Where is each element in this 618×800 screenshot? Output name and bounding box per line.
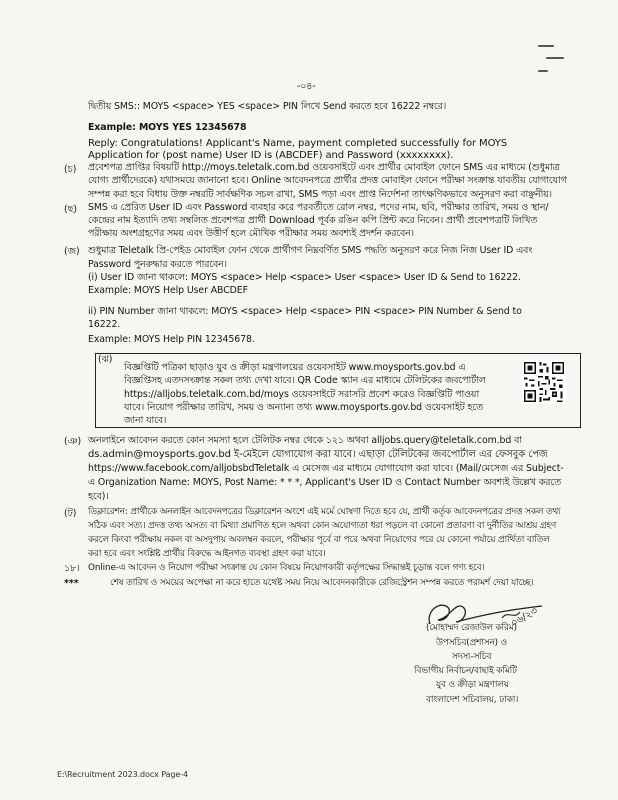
item-marker: (ঝ) <box>98 354 113 365</box>
item-marker: ১৮। <box>64 563 80 574</box>
page-number: -০৪- <box>297 81 316 92</box>
item-ch-line: SMS এ প্রেরিত User ID এবং Password ব্যবহার করে পরবর্তীতে রোল নম্বর, পদের নাম, ছবি, পরীক্ষার তারিখ, সময় ও স্থান/ <box>88 202 549 213</box>
item-t-line: করলে কিংবা পরীক্ষায় নকল বা অসদুপায় অবলম্বন করলে, পরীক্ষার পূর্বে বা পরে অথবা নিয়োগের পরে যে কোনো পর্যায়ে প্রার্থিতা বাতিল <box>88 535 550 545</box>
item-marker: (চ) <box>64 164 77 175</box>
item-j-sub2-cont: 16222. <box>88 319 121 330</box>
item-j-sub1-example: Example: MOYS Help User ABCDEF <box>88 285 248 296</box>
qr-code[interactable] <box>522 360 566 404</box>
item-j-sub2: ii) PIN Number জানা থাকলে: MOYS <space> Help <space> PIN <space> PIN Number & Send to <box>88 306 522 317</box>
item-j-sub1: (i) User ID জানা থাকলে: MOYS <space> Help <space> User <space> User ID & Send to 16222. <box>88 272 521 283</box>
sms2-line: দ্বিতীয় SMS:: MOYS <space> YES <space> PIN লিখে Send করতে হবে 16222 নম্বরে। <box>88 101 447 112</box>
corner-mark <box>546 57 564 59</box>
item-n-line: https://www.facebook.com/alljobsbdTeletalk এ মেসেজ এর মাধ্যমে যোগাযোগ করা যাবে। (Mail/মেসেজ এর Subject- <box>88 463 564 474</box>
item-ch-line: পরীক্ষায় অংশগ্রহণের সময় এবং উত্তীর্ণ হলে মৌখিক পরীক্ষার সময় অবশ্যই প্রদর্শন করবেন। <box>88 228 414 239</box>
item-marker: (ঞ) <box>64 436 82 447</box>
corner-mark <box>538 70 548 72</box>
item-n-line: এ Organization Name: MOYS, Post Name: * * *, Applicant's User ID ও Contact Number অবশ্যই উল্লেখ করতে <box>88 477 562 488</box>
sms2-reply-line2: Application for (post name) User ID is (ABCDEF) and Password (xxxxxxxx). <box>88 150 454 161</box>
item-jh-line: জানা যাবে। <box>124 415 167 426</box>
sms2-example: Example: MOYS YES 12345678 <box>88 122 247 133</box>
footer-path: E:\Recruitment 2023.docx Page-4 <box>57 770 188 779</box>
item-n-line: ds.admin@moysports.gov.bd ই-মেইলে যোগাযোগ করা যাবে। এছাড়া টেলিটকের জবপোর্টাল এর ফেসবুক পেজ <box>88 449 548 460</box>
signatory-role: সদস্য-সচিব <box>452 652 492 662</box>
signatory-name: (মোহাম্মদ রেজাউল করিম) <box>426 623 517 633</box>
item-jh-line: https://alljobs.teletalk.com.bd/moys ওয়েবসাইটে সরাসরি প্রবেশ করেও বিজ্ঞপ্তিটি পাওয়া <box>124 389 480 400</box>
corner-mark <box>538 45 554 47</box>
signature-date: ০৬/২৩ <box>509 605 540 630</box>
signatory-designation: উপসচিব(প্রশাসন) ও <box>436 638 508 648</box>
item-c-line: সম্পন্ন করা হবে বিধায় উক্ত নম্বরটি সার্বক্ষণিক সচল রাখা, SMS পড়া এবং প্রাপ্ত নির্দেশনা তাৎক্ষণিকভাবে অনুসরণ করা বাঞ্ছনীয়। <box>88 189 552 200</box>
item-c-line: প্রবেশপত্র প্রাপ্তির বিষয়টি http://moys.teletalk.com.bd ওয়েবসাইটে এবং প্রার্থীর মোবাইল ফোনে SMS এর মাধ্যমে (শুধুমাত্র <box>88 162 560 173</box>
item-j-line: শুধুমাত্র Teletalk প্রি-পেইড মোবাইল ফোন থেকে প্রার্থীগণ নিম্নবর্ণিত SMS পদ্ধতি অনুসরণ করে নিজ নিজ User ID এবং <box>88 245 533 256</box>
item-n-line: অনলাইনে আবেদন করতে কোন সমস্যা হলে টেলিটক নম্বর থেকে ১২১ অথবা alljobs.query@teletalk.com.bd বা <box>88 435 522 446</box>
signatory-ministry: যুব ও ক্রীড়া মন্ত্রণালয় <box>436 680 509 690</box>
item-j-line: Password পুনরুদ্ধার করতে পারবেন। <box>88 259 227 270</box>
final-note-line: শেষ তারিখ ও সময়ের অপেক্ষা না করে হাতে যথেষ্ট সময় নিয়ে আবেদনকারীকে রেজিস্ট্রেশন সম্পন্ন করতে পরামর্শ দেয়া যাচ্ছে। <box>110 578 534 588</box>
item-18-line: Online-এ আবেদন ও নিয়োগ পরীক্ষা সংক্রান্ত যে কোন বিষয়ে নিয়োগকারী কর্তৃপক্ষের সিদ্ধান্তই চূড়ান্ত বলে গণ্য হবে। <box>88 563 485 573</box>
item-j-sub2-example: Example: MOYS Help PIN 12345678. <box>88 334 255 345</box>
item-marker: (ছ) <box>64 204 77 215</box>
item-t-line: করা হবে এবং সংশ্লিষ্ট প্রার্থীর বিরুদ্ধে আইনগত ব্যবস্থা গ্রহণ করা যাবে। <box>88 549 326 559</box>
item-marker: (ট) <box>64 508 77 519</box>
item-t-line: সঠিক এবং সত্য। প্রদত্ত তথ্য অসত্য বা মিথ্যা প্রমাণিত হলে অথবা কোন অযোগ্যতা ধরা পড়লে বা কোনো প্রতারণা বা দুর্নীতির আশ্রয় গ্রহণ <box>88 521 557 531</box>
signatory-committee: বিভাগীয় নির্বাচন/বাছাই কমিটি <box>414 666 517 676</box>
signatory-office: বাংলাদেশ সচিবালয়, ঢাকা। <box>426 695 519 705</box>
item-jh-line: যাবে। নিয়োগ পরীক্ষার তারিখ, সময় ও অন্যান্য তথ্য www.moysports.gov.bd ওয়েবসাইট হতে <box>124 402 484 413</box>
item-marker: (জ) <box>64 246 80 257</box>
item-jh-line: বিজ্ঞপ্তিসহ এতদসংক্রান্ত সকল তথ্য দেখা যাবে। QR Code স্ক্যান এর মাধ্যমে টেলিটকের জবপোর্টাল <box>124 375 486 386</box>
item-n-line: হবে)। <box>88 491 109 502</box>
item-jh-line: বিজ্ঞপ্তিটি পত্রিকা ছাড়াও যুব ও ক্রীড়া মন্ত্রণালয়ের ওয়েবসাইট www.moysports.gov.bd এ <box>124 362 466 373</box>
item-c-line: যোগ্য প্রার্থীদেরকে) যথাসময়ে জানানো হবে। Online আবেদনপত্রে প্রার্থীর প্রদত্ত মোবাইল ফোনে পরীক্ষা সংক্রান্ত যাবতীয় যোগাযোগ <box>88 175 567 186</box>
sms2-reply-line1: Reply: Congratulations! Applicant's Name, payment completed successfully for MOYS <box>88 138 508 149</box>
item-t-line: ডিক্লারেশন: প্রার্থীকে অনলাইন আবেদনপত্রের ডিক্লারেশন অংশে এই মর্মে ঘোষণা দিতে হবে যে, প্রার্থী কর্তৃক আবেদনপত্রের প্রদত্ত সকল তথ্য <box>88 507 561 517</box>
note-marker: *** <box>64 578 79 589</box>
item-ch-line: কেন্দ্রের নাম ইত্যাদি তথ্য সম্বলিত প্রবেশপত্র প্রার্থী Download পূর্বক রঙিন কপি প্রিন্ট করে নিবেন। প্রার্থী প্রবেশপত্রটি লিখিত <box>88 215 538 226</box>
